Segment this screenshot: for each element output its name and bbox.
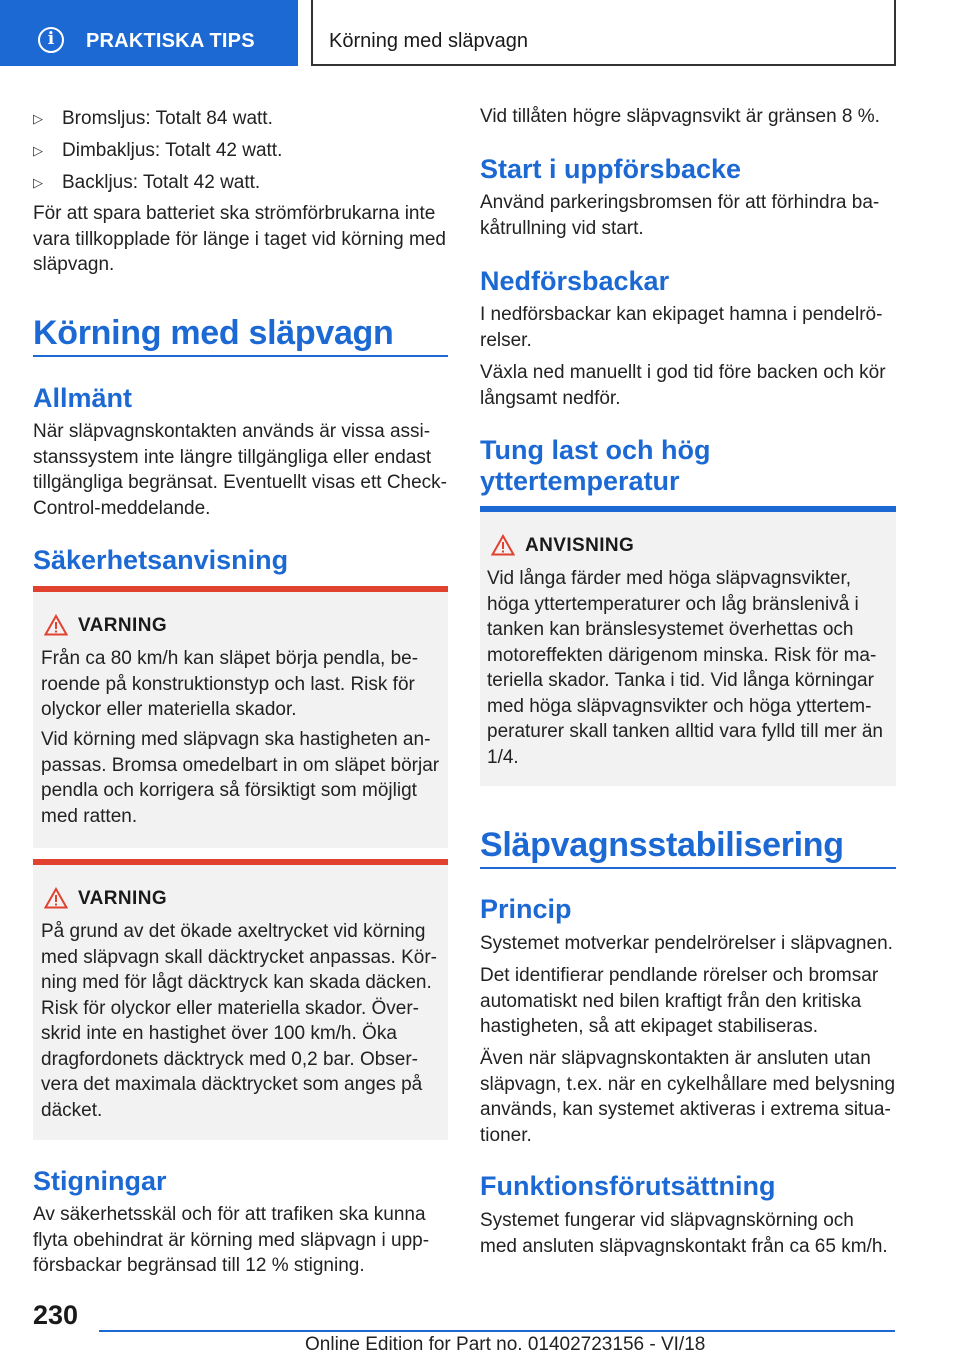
safety-heading: Säkerhetsanvisning xyxy=(33,545,289,575)
warning-text: På grund av det ökade axeltrycket vid körning med släpvagn skall däcktrycket anpassas. Kör- ning med för lågt däcktryck kan skada däcken. Risk för olyckor eller materiella skador. Över- skrid inte en hastighet över 100 km/h. Öka dragfordonets däcktryck med 0,2 bar. Obser- vera det maximala däcktrycket som anges på däcket. xyxy=(41,921,438,1121)
triangle-bullet-icon: ▷ xyxy=(33,175,43,190)
function-heading: Funktionsförutsättning xyxy=(480,1171,776,1201)
notice-box xyxy=(480,506,896,786)
uphill-text: Använd parkeringsbromsen för att förhindra ba- kåtrullning vid start. xyxy=(480,192,880,239)
warning-triangle-icon xyxy=(44,614,68,636)
page-title-box xyxy=(311,0,896,66)
footer-rule xyxy=(99,1330,895,1332)
triangle-bullet-icon: ▷ xyxy=(33,111,43,126)
warning-text: Från ca 80 km/h kan släpet börja pendla, be- roende på konstruktionstyp och last. Risk för olyckor eller materiella skador. xyxy=(41,648,419,720)
warning-triangle-icon xyxy=(491,534,515,556)
notice-text: Vid långa färder med höga släpvagnsvikter, höga yttertemperaturer och låg bränslenivå i tanken kan bränslesystemet överhettas och motoreffekten därigenom minska. Risk för ma- teriella skador. Tanka i tid. Vid långa körningar med höga släpvagnsvikter och höga yttertem- peraturer skall tanken alltid vara fylld till mer än 1/4. xyxy=(487,568,884,768)
heading-rule xyxy=(480,867,896,869)
section-tab xyxy=(0,0,298,66)
section-label: PRAKTISKA TIPS xyxy=(86,30,255,52)
incline-text: Av säkerhetsskäl och för att trafiken ska kunna flyta obehindrat är körning med släpvagn i upp- försbackar begränsad till 12 % stigning. xyxy=(33,1204,430,1276)
notice-bar xyxy=(480,506,896,512)
principle-text: Det identifierar pendlande rörelser och bromsar automatiskt ned bilen kraftigt från den kritiska hastigheten, så att ekipaget stabiliseras. xyxy=(480,965,879,1037)
page-title: Körning med släpvagn xyxy=(329,30,529,52)
info-icon: i xyxy=(38,27,64,53)
warning-triangle-icon xyxy=(44,887,68,909)
downhill-text: Växla ned manuellt i god tid före backen och kör långsamt nedför. xyxy=(480,362,886,409)
function-text: Systemet fungerar vid släpvagnskörning och med ansluten släpvagnskontakt från ca 65 km/h. xyxy=(480,1210,888,1257)
warning-box xyxy=(33,586,448,848)
battery-note: För att spara batteriet ska strömförbrukarna inte vara tillkopplade för länge i taget vid körning med släpvagn. xyxy=(33,203,446,275)
uphill-heading: Start i uppförsbacke xyxy=(480,154,742,184)
downhill-text: I nedförsbackar kan ekipaget hamna i pendelrö- relser. xyxy=(480,304,883,351)
warning-bar xyxy=(33,859,448,865)
general-heading: Allmänt xyxy=(33,383,133,413)
warning-text: Vid körning med släpvagn ska hastigheten an- passas. Bromsa omedelbart in om släpet börjar pendla och korrigera så försiktigt som möjligt med ratten. xyxy=(41,729,440,827)
general-text: När släpvagnskontakten används är vissa assi- stanssystem inte längre tillgängliga eller endast tillgängliga begränsat. Eventuellt visas ett Check- Control-meddelande. xyxy=(33,421,448,519)
principle-heading: Princip xyxy=(480,894,572,924)
notice-title: ANVISNING xyxy=(525,535,635,556)
principle-text: Systemet motverkar pendelrörelser i släpvagnen. xyxy=(480,933,893,954)
warning-title: VARNING xyxy=(78,888,168,909)
edition-text: Online Edition for Part no. 01402723156 - VI/18 xyxy=(305,1334,706,1355)
warning-bar xyxy=(33,586,448,592)
heavy-load-heading: Tung last och hög yttertemperatur xyxy=(480,435,711,496)
page-number: 230 xyxy=(33,1300,79,1330)
heading-rule xyxy=(33,355,448,357)
warning-box xyxy=(33,859,448,1140)
principle-text: Även när släpvagnskontakten är ansluten utan släpvagn, t.ex. när en cykelhållare med belysning används, kan systemet aktiveras i extrema situa- tioner. xyxy=(480,1048,896,1146)
triangle-bullet-icon: ▷ xyxy=(33,143,43,158)
stabilization-heading: Släpvagnsstabilisering xyxy=(480,826,844,864)
main-heading: Körning med släpvagn xyxy=(33,314,394,352)
intro-text: Vid tillåten högre släpvagnsvikt är gränsen 8 %. xyxy=(480,106,880,127)
warning-title: VARNING xyxy=(78,615,168,636)
page-header xyxy=(0,0,960,66)
downhill-heading: Nedförsbackar xyxy=(480,266,670,296)
incline-heading: Stigningar xyxy=(33,1166,167,1196)
